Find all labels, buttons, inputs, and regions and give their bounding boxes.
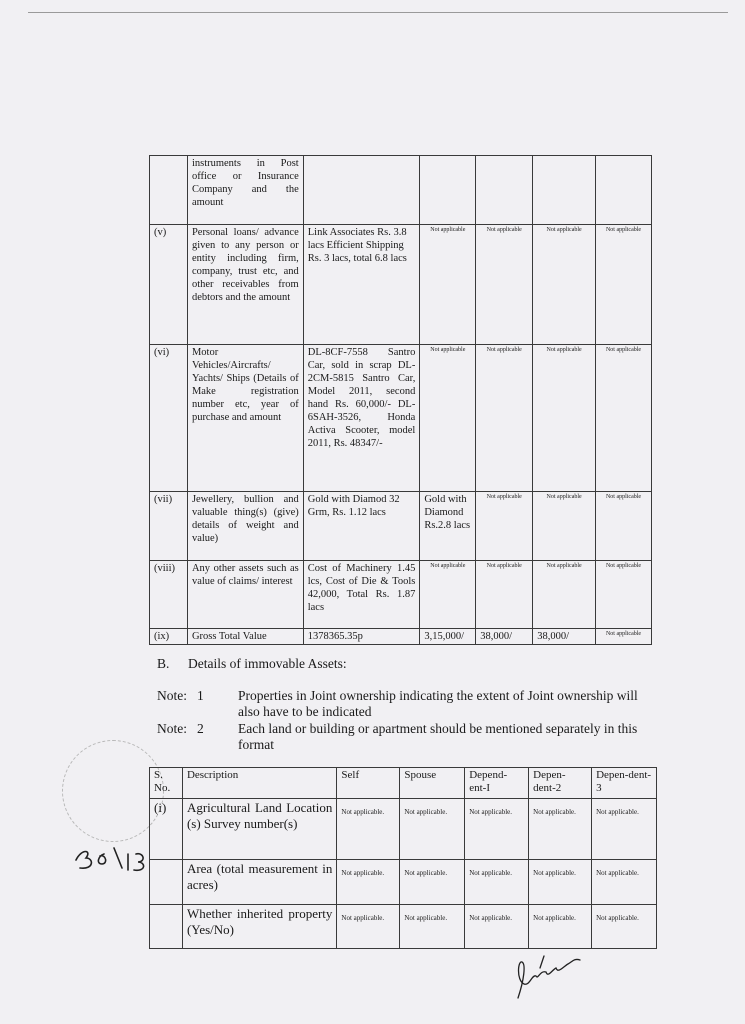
table-row — [150, 561, 652, 629]
spouse-value: Not applicable — [420, 561, 476, 629]
dependent2-value: 38,000/ — [533, 629, 596, 645]
dependent3-value: Not applicable — [596, 561, 652, 629]
spouse-value: 3,15,000/ — [420, 629, 476, 645]
note-2-number: 2 — [197, 721, 204, 736]
table-row — [150, 905, 657, 949]
dependent2-value: Not applicable — [533, 561, 596, 629]
header-self: Self — [337, 768, 400, 799]
self-value: Link Associates Rs. 3.8 lacs Efficient Shipping Rs. 3 lacs, total 6.8 lacs — [303, 225, 420, 345]
table-row — [150, 345, 652, 492]
note-1-number: 1 — [197, 688, 204, 703]
self-value: DL-8CF-7558 Santro Car, sold in scrap DL-2CM-5815 Santro Car, Model 2011, second hand Rs. 60,000/- DL-6SAH-3526, Honda Activa Scooter, model 2011, Rs. 48347/- — [303, 345, 420, 492]
row-description: Personal loans/ advance given to any person or entity including firm, company, trust etc, and other receivables from debtors and the amount — [187, 225, 303, 345]
dependent3-value: Not applicable. — [592, 860, 657, 905]
row-number: (i) — [150, 799, 183, 860]
row-number: (vii) — [150, 492, 188, 561]
row-description: Whether inherited property (Yes/No) — [182, 905, 336, 949]
row-description: Area (total measurement in acres) — [182, 860, 336, 905]
dependent2-value: Not applicable — [533, 492, 596, 561]
header-dependent-1: Depend-ent-I — [465, 768, 529, 799]
row-number: (viii) — [150, 561, 188, 629]
section-b-letter: B. — [157, 656, 170, 671]
spouse-value: Not applicable. — [400, 905, 465, 949]
dependent1-value: 38,000/ — [476, 629, 533, 645]
table-row — [150, 156, 652, 225]
dependent2-value: Not applicable. — [529, 860, 592, 905]
self-value: Cost of Machinery 1.45 lcs, Cost of Die & Tools 42,000, Total Rs. 1.87 lacs — [303, 561, 420, 629]
table-row — [150, 492, 652, 561]
table-header-row — [150, 768, 657, 799]
dependent3-value — [596, 156, 652, 225]
dependent1-value: Not applicable. — [465, 905, 529, 949]
dependent3-value: Not applicable — [596, 225, 652, 345]
dependent2-value — [533, 156, 596, 225]
self-value — [303, 156, 420, 225]
dependent3-value: Not applicable. — [592, 799, 657, 860]
self-value: Gold with Diamod 32 Grm, Rs. 1.12 lacs — [303, 492, 420, 561]
self-value: 1378365.35p — [303, 629, 420, 645]
dependent1-value: Not applicable — [476, 225, 533, 345]
self-value: Not applicable. — [337, 799, 400, 860]
self-value: Not applicable. — [337, 905, 400, 949]
self-value: Not applicable. — [337, 860, 400, 905]
movable-assets-table — [149, 155, 652, 645]
spouse-value: Gold with Diamond Rs.2.8 lacs — [420, 492, 476, 561]
dependent2-value: Not applicable. — [529, 799, 592, 860]
spouse-value: Not applicable — [420, 345, 476, 492]
immovable-assets-table — [149, 767, 657, 949]
dependent1-value: Not applicable — [476, 492, 533, 561]
row-number: (vi) — [150, 345, 188, 492]
row-number — [150, 905, 183, 949]
spouse-value — [420, 156, 476, 225]
row-description: instruments in Post office or Insurance Company and the amount — [187, 156, 303, 225]
row-description: Motor Vehicles/Aircrafts/ Yachts/ Ships (Details of Make registration number etc, year of purchase and amount — [187, 345, 303, 492]
row-number — [150, 156, 188, 225]
row-description: Any other assets such as value of claims/ interest — [187, 561, 303, 629]
dependent3-value: Not applicable — [596, 492, 652, 561]
header-dependent-3: Depen-dent-3 — [592, 768, 657, 799]
note-1-label: Note: — [157, 688, 187, 703]
row-description: Jewellery, bullion and valuable thing(s) (give) details of weight and value) — [187, 492, 303, 561]
dependent1-value: Not applicable — [476, 561, 533, 629]
header-dependent-2: Depen-dent-2 — [529, 768, 592, 799]
note-2-text: Each land or building or apartment should be mentioned separately in this format — [238, 721, 638, 752]
dependent1-value — [476, 156, 533, 225]
section-b-title: Details of immovable Assets: — [188, 656, 347, 671]
dependent1-value: Not applicable — [476, 345, 533, 492]
dependent2-value: Not applicable — [533, 345, 596, 492]
row-number: (v) — [150, 225, 188, 345]
row-number: (ix) — [150, 629, 188, 645]
spouse-value: Not applicable. — [400, 799, 465, 860]
dependent1-value: Not applicable. — [465, 799, 529, 860]
row-description: Gross Total Value — [187, 629, 303, 645]
row-description: Agricultural Land Location (s) Survey number(s) — [182, 799, 336, 860]
header-spouse: Spouse — [400, 768, 465, 799]
dependent3-value: Not applicable — [596, 629, 652, 645]
dependent2-value: Not applicable. — [529, 905, 592, 949]
header-sno: S. No. — [150, 768, 183, 799]
page-top-rule — [28, 12, 728, 13]
dependent1-value: Not applicable. — [465, 860, 529, 905]
table-row — [150, 225, 652, 345]
table-row — [150, 799, 657, 860]
dependent3-value: Not applicable — [596, 345, 652, 492]
spouse-value: Not applicable — [420, 225, 476, 345]
note-2-label: Note: — [157, 721, 187, 736]
table-row — [150, 860, 657, 905]
note-1-text: Properties in Joint ownership indicating the extent of Joint ownership will also have to be indicated — [238, 688, 638, 719]
header-description: Description — [182, 768, 336, 799]
table-row — [150, 629, 652, 645]
dependent3-value: Not applicable. — [592, 905, 657, 949]
handwritten-signature — [510, 950, 590, 1005]
handwritten-date — [70, 838, 160, 878]
spouse-value: Not applicable. — [400, 860, 465, 905]
dependent2-value: Not applicable — [533, 225, 596, 345]
